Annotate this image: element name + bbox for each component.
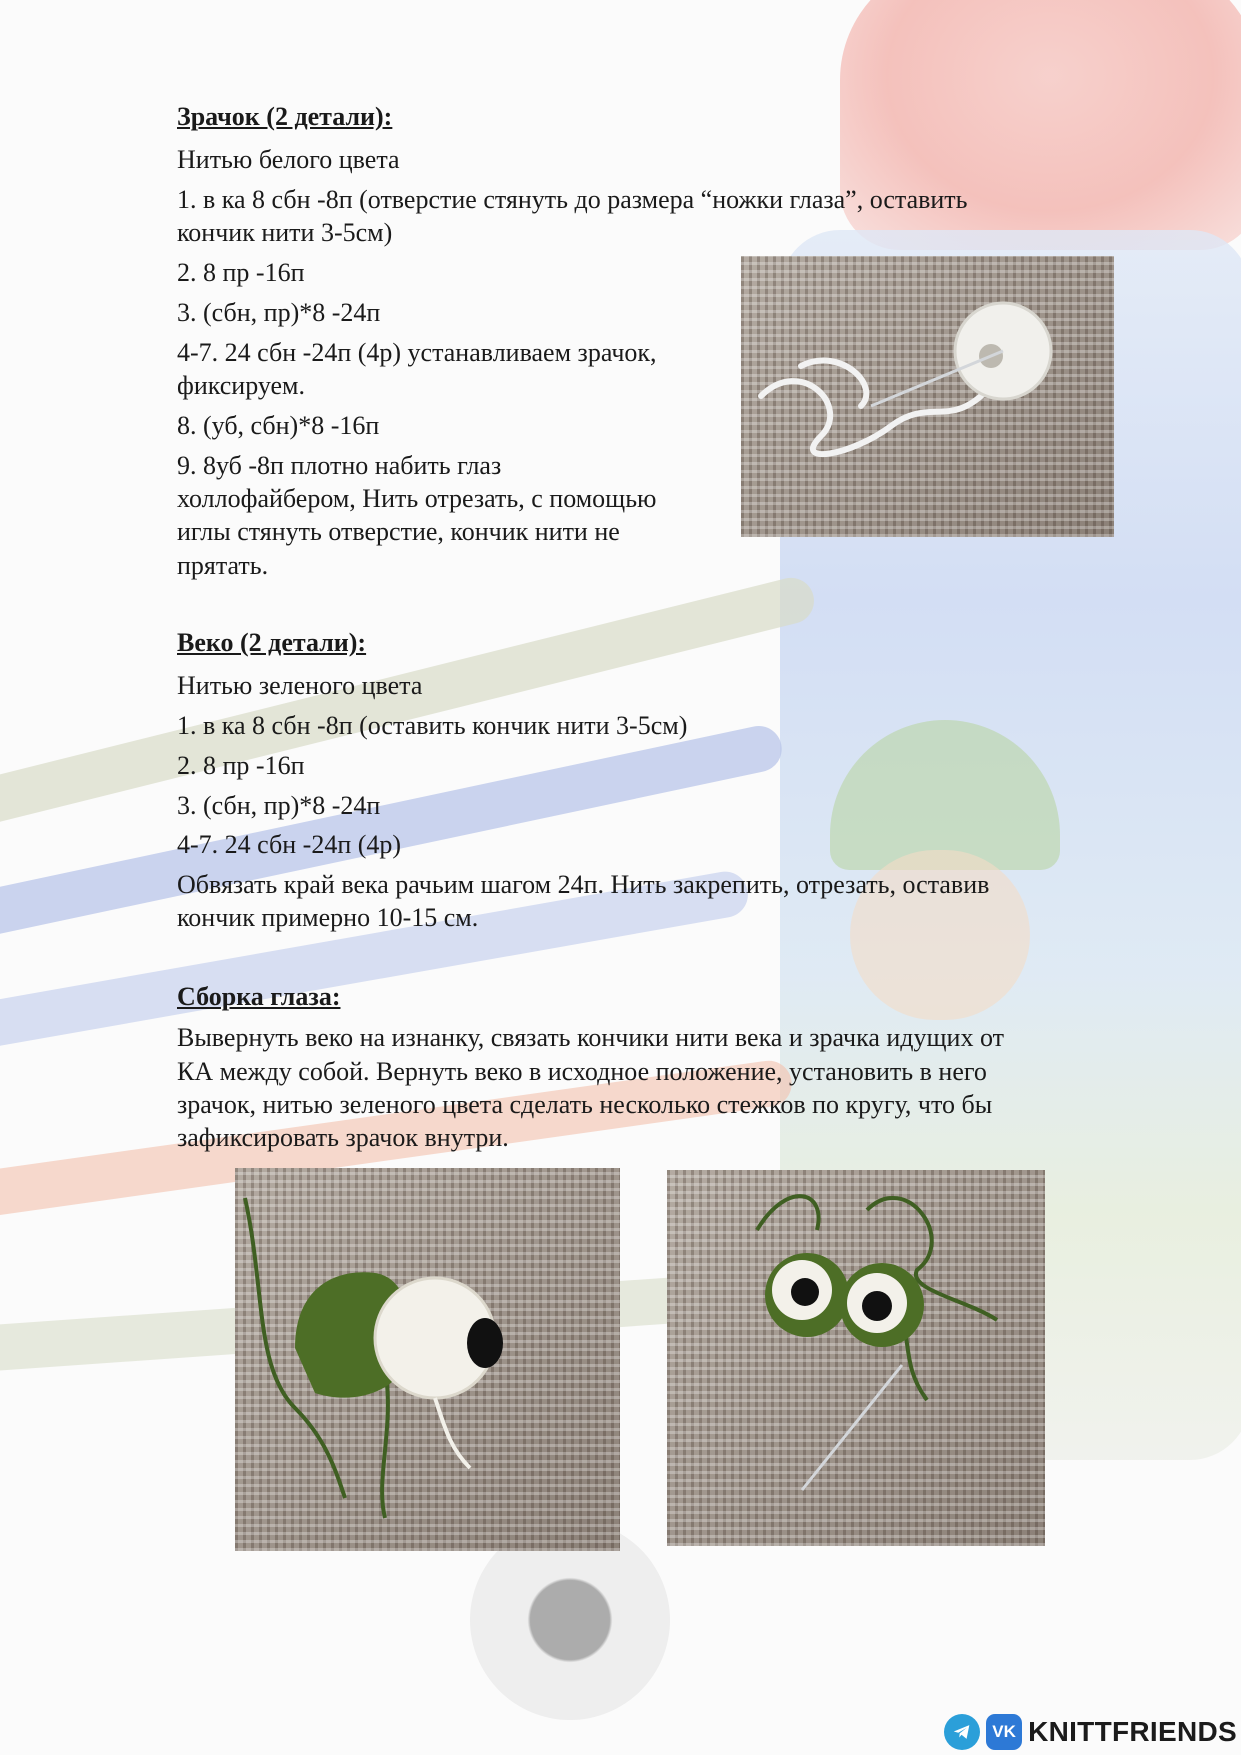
text-line: Нитью зеленого цвета	[177, 671, 423, 700]
text-line: 1. в ка 8 сбн -8п (отверстие стянуть до размера “ножки глаза”, оставить	[177, 185, 968, 214]
text-line: Обвязать край века рачьим шагом 24п. Нить закрепить, отрезать, оставив	[177, 870, 990, 899]
section-heading-assembly: Сборка глаза:	[177, 982, 341, 1011]
text-line: иглы стянуть отверстие, кончик нити не	[177, 517, 620, 546]
text-line: 3. (сбн, пр)*8 -24п	[177, 791, 381, 820]
text-line: прятать.	[177, 551, 269, 580]
photo-eyelid-and-pupil	[235, 1168, 620, 1551]
text-line: 4-7. 24 сбн -24п (4р)	[177, 830, 402, 859]
section-heading-eyelid: Веко (2 детали):	[177, 628, 367, 657]
telegram-icon[interactable]	[944, 1714, 980, 1750]
text-line: Нитью белого цвета	[177, 145, 400, 174]
text-line: холлофайбером, Нить отрезать, с помощью	[177, 484, 657, 513]
text-line: фиксируем.	[177, 371, 306, 400]
photo-assembled-eyes-illustration	[667, 1170, 1045, 1546]
section-heading-pupil: Зрачок (2 детали):	[177, 102, 393, 131]
background-knit-stripe	[0, 573, 819, 835]
photo-eyelid-illustration	[235, 1168, 620, 1551]
text-line: 2. 8 пр -16п	[177, 258, 305, 287]
text-line: зафиксировать зрачок внутри.	[177, 1123, 509, 1152]
text-line: зрачок, нитью зеленого цвета сделать несколько стежков по кругу, что бы	[177, 1090, 993, 1119]
vk-icon[interactable]: VK	[986, 1714, 1022, 1750]
brand-name: KNITTFRIENDS	[1028, 1716, 1237, 1747]
brand-footer	[944, 1712, 1237, 1752]
text-line: кончик нити 3-5см)	[177, 218, 393, 247]
text-line: 3. (сбн, пр)*8 -24п	[177, 298, 381, 327]
text-line: 4-7. 24 сбн -24п (4р) устанавливаем зрачок,	[177, 338, 657, 367]
photo-pupil-illustration	[741, 256, 1114, 537]
photo-assembled-eyes	[667, 1170, 1045, 1546]
text-line: Вывернуть веко на изнанку, связать кончики нити века и зрачка идущих от	[177, 1023, 1004, 1052]
text-line: 8. (уб, сбн)*8 -16п	[177, 411, 380, 440]
text-line: 9. 8уб -8п плотно набить глаз	[177, 451, 502, 480]
text-line: КА между собой. Вернуть веко в исходное положение, установить в него	[177, 1057, 987, 1086]
text-line: кончик примерно 10-15 см.	[177, 903, 479, 932]
text-line: 1. в ка 8 сбн -8п (оставить кончик нити 3-5см)	[177, 711, 688, 740]
photo-pupil-with-needle	[741, 256, 1114, 537]
text-line: 2. 8 пр -16п	[177, 751, 305, 780]
